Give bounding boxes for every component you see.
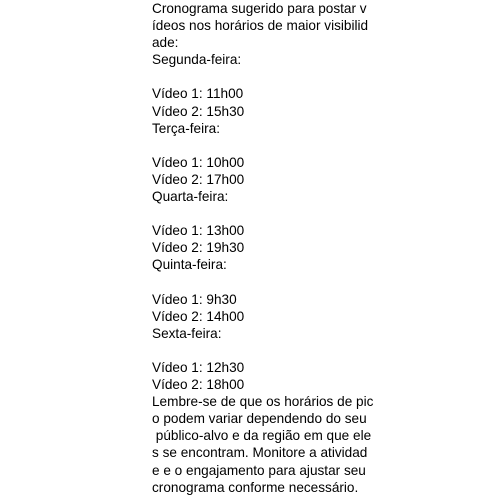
closing-line: Lembre-se de que os horários de pic	[152, 394, 374, 410]
intro-line: Cronograma sugerido para postar v	[152, 1, 367, 16]
intro-line: ade:	[152, 35, 179, 51]
blank-line	[152, 205, 498, 222]
day-heading-friday: Sexta-feira:	[152, 325, 222, 341]
day-heading-tuesday: Terça-feira:	[152, 120, 220, 136]
closing-line: e e o engajamento para ajustar seu	[152, 462, 366, 478]
day-heading-wednesday: Quarta-feira:	[152, 189, 229, 205]
closing-line: s se encontram. Monitore a atividad	[152, 445, 368, 461]
blank-line	[152, 68, 498, 85]
friday-video-2: Vídeo 2: 18h00	[152, 377, 245, 393]
blank-line	[152, 342, 498, 359]
intro-line: ídeos nos horários de maior visibilid	[152, 18, 369, 34]
wednesday-video-2: Vídeo 2: 19h30	[152, 240, 245, 256]
day-heading-monday: Segunda-feira:	[152, 52, 242, 68]
closing-line: público-alvo e da região em que ele	[152, 428, 372, 444]
closing-line: cronograma conforme necessário.	[152, 479, 359, 495]
monday-video-2: Vídeo 2: 15h30	[152, 103, 245, 119]
blank-line	[152, 137, 498, 154]
tuesday-video-1: Vídeo 1: 10h00	[152, 154, 245, 170]
thursday-video-1: Vídeo 1: 9h30	[152, 291, 237, 307]
tuesday-video-2: Vídeo 2: 17h00	[152, 171, 245, 187]
thursday-video-2: Vídeo 2: 14h00	[152, 308, 245, 324]
wednesday-video-1: Vídeo 1: 13h00	[152, 223, 245, 239]
message-text-block	[152, 0, 498, 496]
blank-line	[152, 274, 498, 291]
day-heading-thursday: Quinta-feira:	[152, 257, 227, 273]
monday-video-1: Vídeo 1: 11h00	[152, 86, 244, 102]
closing-line: o podem variar dependendo do seu	[152, 411, 367, 427]
friday-video-1: Vídeo 1: 12h30	[152, 359, 245, 375]
